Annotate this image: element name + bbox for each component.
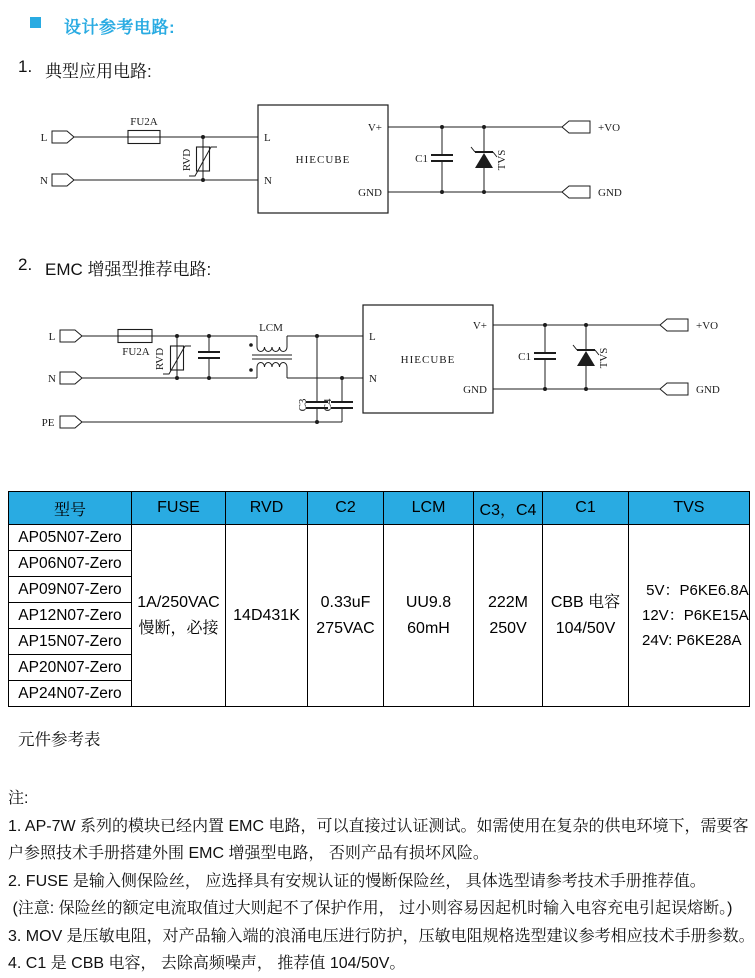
- header-model: 型号: [9, 492, 132, 525]
- terminal-connector-icon: [562, 186, 590, 198]
- section-2-heading: [18, 255, 211, 280]
- note-line: 2. FUSE 是输入侧保险丝， 应选择具有安规认证的慢断保险丝， 具体选型请参考技术手册推荐值。: [8, 872, 706, 890]
- c2-value-line: 275VAC: [316, 619, 375, 637]
- input-terminal-n: [40, 174, 258, 187]
- y-capacitor-c4-symbol: [322, 376, 353, 422]
- pin-label-vplus: V+: [472, 320, 487, 332]
- header-rvd: RVD: [226, 492, 308, 525]
- diode-triangle: [577, 351, 595, 366]
- pin-label-gnd: GND: [463, 384, 487, 396]
- capacitor-c1-symbol: [518, 323, 556, 391]
- module-name: HIECUBE: [400, 354, 456, 366]
- fuse-label: FU2A: [130, 116, 158, 128]
- fuse-value-cell: [132, 525, 226, 707]
- terminal-connector-icon: [60, 416, 82, 428]
- component-reference-table: [8, 491, 750, 707]
- table-caption: 元件参考表: [18, 731, 101, 749]
- tvs-value-line: 24V: P6KE28A: [642, 632, 742, 649]
- diode-triangle: [475, 153, 493, 168]
- terminal-label-pe: PE: [41, 417, 55, 429]
- terminal-label-gnd: GND: [598, 187, 622, 199]
- c3c4-value-line: 222M: [487, 593, 529, 611]
- choke-label: LCM: [259, 322, 283, 334]
- output-terminal-gnd: [660, 383, 720, 396]
- lcm-value-cell: [384, 525, 474, 707]
- tvs-value-cell: [629, 525, 750, 707]
- common-mode-choke-symbol: [249, 322, 292, 378]
- capacitor-c1-label: C1: [415, 153, 428, 165]
- model-cell: AP09N07-Zero: [9, 577, 132, 603]
- terminal-label-l: L: [40, 132, 48, 144]
- module-box: [363, 305, 493, 413]
- c1-value-line: CBB 电容: [550, 593, 621, 611]
- fuse-label: FU2A: [122, 346, 150, 358]
- module-box: [258, 105, 388, 213]
- bullet-square-icon: [30, 17, 41, 28]
- fuse-value-line: 慢断，必接: [138, 619, 219, 637]
- model-cell: AP15N07-Zero: [9, 629, 132, 655]
- varistor-label: RVD: [181, 148, 193, 172]
- tvs-value-line: 5V：P6KE6.8A: [642, 582, 749, 599]
- pin-label-n: N: [369, 373, 377, 385]
- model-cell: AP24N07-Zero: [9, 681, 132, 707]
- tvs-label: TVS: [598, 347, 610, 369]
- header-c3c4: C3，C4: [474, 492, 543, 525]
- model-cell: AP12N07-Zero: [9, 603, 132, 629]
- c1-value-line: 104/50V: [555, 619, 616, 637]
- c3c4-value-line: 250V: [489, 619, 527, 637]
- terminal-connector-icon: [52, 174, 74, 186]
- typical-application-circuit-diagram: [0, 88, 750, 238]
- terminal-connector-icon: [660, 383, 688, 395]
- pin-label-gnd: GND: [358, 187, 382, 199]
- terminal-connector-icon: [60, 372, 82, 384]
- capacitor-c4-label: C4: [322, 398, 334, 412]
- terminal-label-gnd: GND: [696, 384, 720, 396]
- output-terminal-gnd: [562, 186, 622, 199]
- model-cell: AP05N07-Zero: [9, 525, 132, 551]
- input-terminal-pe: [42, 416, 342, 429]
- c1-value-cell: [543, 525, 629, 707]
- lcm-value-line: UU9.8: [405, 593, 452, 611]
- terminal-connector-icon: [660, 319, 688, 331]
- terminal-connector-icon: [52, 131, 74, 143]
- fuse-value-line: 1A/250VAC: [137, 593, 220, 611]
- capacitor-c1-symbol: [415, 125, 453, 194]
- terminal-connector-icon: [562, 121, 590, 133]
- notes-block: [8, 785, 755, 978]
- fuse-symbol: [128, 116, 160, 144]
- header-fuse: FUSE: [132, 492, 226, 525]
- table-header-row: [9, 492, 750, 525]
- header-lcm: LCM: [384, 492, 474, 525]
- capacitor-c3-label: C3: [297, 398, 309, 412]
- tvs-diode-symbol: [471, 125, 508, 194]
- input-terminal-n: [48, 372, 363, 385]
- notes-label: 注:: [8, 790, 29, 807]
- note-line: 4. C1 是 CBB 电容， 去除高频噪声， 推荐值 104/50V。: [8, 955, 406, 972]
- section-1-heading: [18, 57, 152, 82]
- c2-value-line: 0.33uF: [320, 593, 371, 611]
- fuse-symbol: [118, 330, 152, 359]
- varistor-symbol: [154, 334, 191, 380]
- note-line: 户参照技术手册搭建外围 EMC 增强型电路， 否则产品有损坏风险。: [8, 845, 489, 862]
- pin-label-l: L: [369, 331, 376, 343]
- varistor-symbol: [181, 135, 217, 182]
- note-line: 3. MOV 是压敏电阻，对产品输入端的浪涌电压进行防护，压敏电阻规格选型建议参考相应技术手册参数。: [8, 927, 755, 945]
- terminal-connector-icon: [60, 330, 82, 342]
- note-line: (注意: 保险丝的额定电流取值过大则起不了保护作用， 过小则容易因起机时输入电容充电引起误熔断。): [8, 900, 733, 917]
- section-2-title: EMC 增强型推荐电路:: [45, 260, 212, 279]
- module-name: HIECUBE: [295, 154, 351, 166]
- lcm-value-line: 60mH: [407, 619, 450, 637]
- terminal-label-vo: +VO: [696, 320, 719, 332]
- section-1-title: 典型应用电路:: [45, 62, 152, 81]
- input-terminal-l: [41, 131, 258, 144]
- page-title-text: 设计参考电路:: [64, 18, 176, 37]
- tvs-diode-symbol: [573, 323, 610, 391]
- emc-enhanced-circuit-diagram: [0, 288, 750, 453]
- tvs-value-line: 12V：P6KE15A: [642, 607, 749, 624]
- header-tvs: TVS: [629, 492, 750, 525]
- terminal-label-n: N: [48, 373, 56, 385]
- section-2-number: 2.: [18, 255, 33, 274]
- header-c2: C2: [308, 492, 384, 525]
- rvd-value-cell: 14D431K: [226, 525, 308, 707]
- header-c1: C1: [543, 492, 629, 525]
- pin-label-vplus: V+: [367, 122, 382, 134]
- capacitor-c1-label: C1: [518, 351, 531, 363]
- terminal-label-vo: +VO: [598, 122, 621, 134]
- output-terminal-vo: [562, 121, 620, 134]
- model-cell: AP20N07-Zero: [9, 655, 132, 681]
- c3c4-value-cell: [474, 525, 543, 707]
- model-cell: AP06N07-Zero: [9, 551, 132, 577]
- note-line: 1. AP-7W 系列的模块已经内置 EMC 电路，可以直接过认证测试。如需使用在复杂的供电环境下，需要客: [8, 817, 749, 835]
- x-capacitor-symbol: [198, 334, 220, 380]
- varistor-label: RVD: [154, 347, 166, 371]
- c2-value-cell: [308, 525, 384, 707]
- output-terminal-vo: [660, 319, 718, 332]
- pin-label-n: N: [264, 175, 272, 187]
- pin-label-l: L: [264, 132, 271, 144]
- terminal-label-l: L: [48, 331, 56, 343]
- page-title: [30, 13, 175, 38]
- terminal-label-n: N: [40, 175, 48, 187]
- section-1-number: 1.: [18, 57, 33, 76]
- table-row: [9, 525, 750, 551]
- tvs-label: TVS: [496, 149, 508, 171]
